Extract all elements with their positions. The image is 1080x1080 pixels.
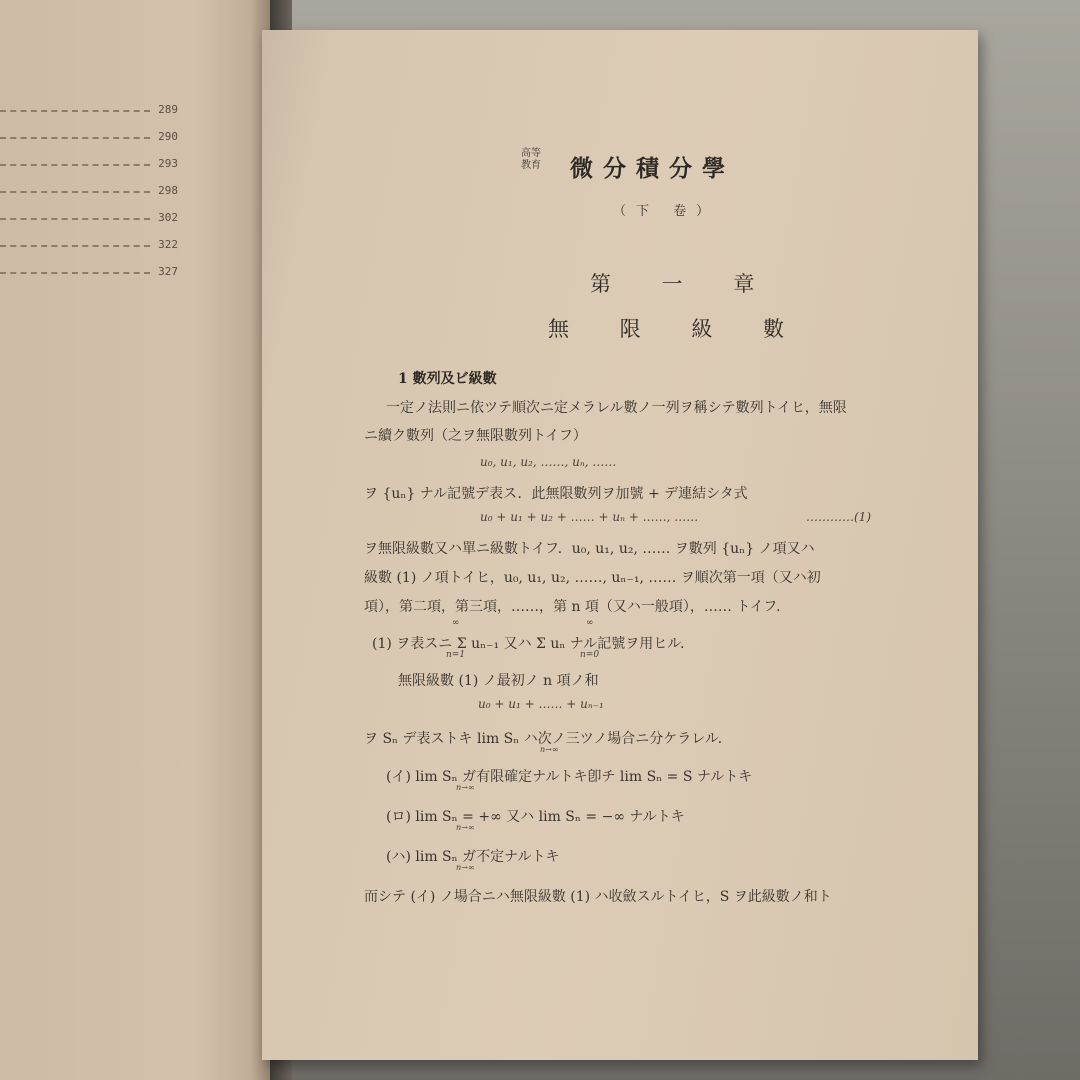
body-line-8: ヲ Sₙ デ表ストキ lim Sₙ ハ次ノ三ツノ場合ニ分ケラレル．	[364, 731, 732, 747]
header-label-line1: 高等	[521, 148, 541, 159]
body-line-6: 項），第二項，第三項，……，第 n 項（又ハ一般項），…… トイフ．	[364, 599, 791, 615]
toc-leader-dashes	[0, 245, 150, 247]
sum-top-2: ∞	[586, 618, 594, 628]
toc-page-number: 327	[158, 265, 178, 278]
toc-leader-dashes	[0, 218, 150, 220]
body-line-4: ヲ無限級數又ハ單ニ級數トイフ．u₀, u₁, u₂, …… ヲ數列 {uₙ} ノ項又ハ	[364, 541, 815, 557]
lim-sub-2: n→∞	[456, 783, 475, 792]
case-ha: (ハ) lim Sₙ ガ不定ナルトキ	[386, 849, 560, 865]
chapter-number: 第 一 章	[590, 272, 777, 296]
lim-sub-3: n→∞	[456, 823, 475, 832]
body-line-7: 無限級數 (1) ノ最初ノ n 項ノ和	[398, 673, 599, 689]
toc-leader-dashes	[0, 137, 150, 139]
body-line-5: 級數 (1) ノ項トイヒ，u₀, u₁, u₂, ……, uₙ₋₁, …… ヲ順次第一項（又ハ初	[364, 570, 821, 586]
header-label	[516, 148, 546, 172]
sum-top-1: ∞	[452, 618, 460, 628]
toc-page-number: 289	[158, 103, 178, 116]
toc-row	[0, 130, 178, 144]
sequence-formula: u₀, u₁, u₂, ……, uₙ, ……	[480, 455, 617, 469]
toc-page-number: 298	[158, 184, 178, 197]
toc-page-number: 322	[158, 238, 178, 251]
toc-row	[0, 211, 178, 225]
toc-page-number: 293	[158, 157, 178, 170]
toc-leader-dashes	[0, 191, 150, 193]
toc-leader-dashes	[0, 164, 150, 166]
body-line-1: 一定ノ法則ニ依ツテ順次ニ定メラレル數ノ一列ヲ稱シテ數列トイヒ，無限	[386, 400, 847, 416]
toc-leader-dashes	[0, 272, 150, 274]
series-formula: u₀ + u₁ + u₂ + …… + uₙ + ……, ……	[480, 510, 699, 524]
toc-row	[0, 265, 178, 279]
body-line-3: ヲ {uₙ} ナル記號デ表ス．此無限數列ヲ加號 + デ連結シタ式	[364, 486, 748, 502]
case-i: (イ) lim Sₙ ガ有限確定ナルトキ卽チ lim Sₙ = S ナルトキ	[386, 769, 753, 785]
equation-number: …………(1)	[806, 510, 871, 524]
section-heading: 1 數列及ビ級數	[398, 371, 497, 387]
body-line-2: ニ續ク數列（之ヲ無限數列トイフ）	[364, 428, 587, 444]
toc-row	[0, 184, 178, 198]
toc-row	[0, 103, 178, 117]
sum-notation-line: (1) ヲ表スニ Σ uₙ₋₁ 又ハ Σ uₙ ナル記號ヲ用ヒル．	[372, 636, 695, 652]
partial-sum-formula: u₀ + u₁ + …… + uₙ₋₁	[478, 697, 604, 711]
lim-sub-1: n→∞	[540, 745, 559, 754]
toc-page-number: 290	[158, 130, 178, 143]
book-title: 微分積分學	[570, 155, 735, 182]
sum-index-2: n=0	[580, 650, 600, 660]
chapter-title: 無 限 級 數	[548, 317, 807, 341]
case-ro: (ロ) lim Sₙ = +∞ 又ハ lim Sₙ = −∞ ナルトキ	[386, 809, 685, 825]
volume-label: （下 卷）	[613, 204, 720, 219]
toc-page-number: 302	[158, 211, 178, 224]
toc-leader-dashes	[0, 110, 150, 112]
toc-row	[0, 157, 178, 171]
header-label-line2: 教育	[521, 160, 541, 171]
lim-sub-4: n→∞	[456, 863, 475, 872]
body-line-9: 而シテ (イ) ノ場合ニハ無限級數 (1) ハ收斂スルトイヒ，S ヲ此級數ノ和ト	[364, 889, 832, 905]
toc-row	[0, 238, 178, 252]
sum-index-1: n=1	[446, 650, 466, 660]
